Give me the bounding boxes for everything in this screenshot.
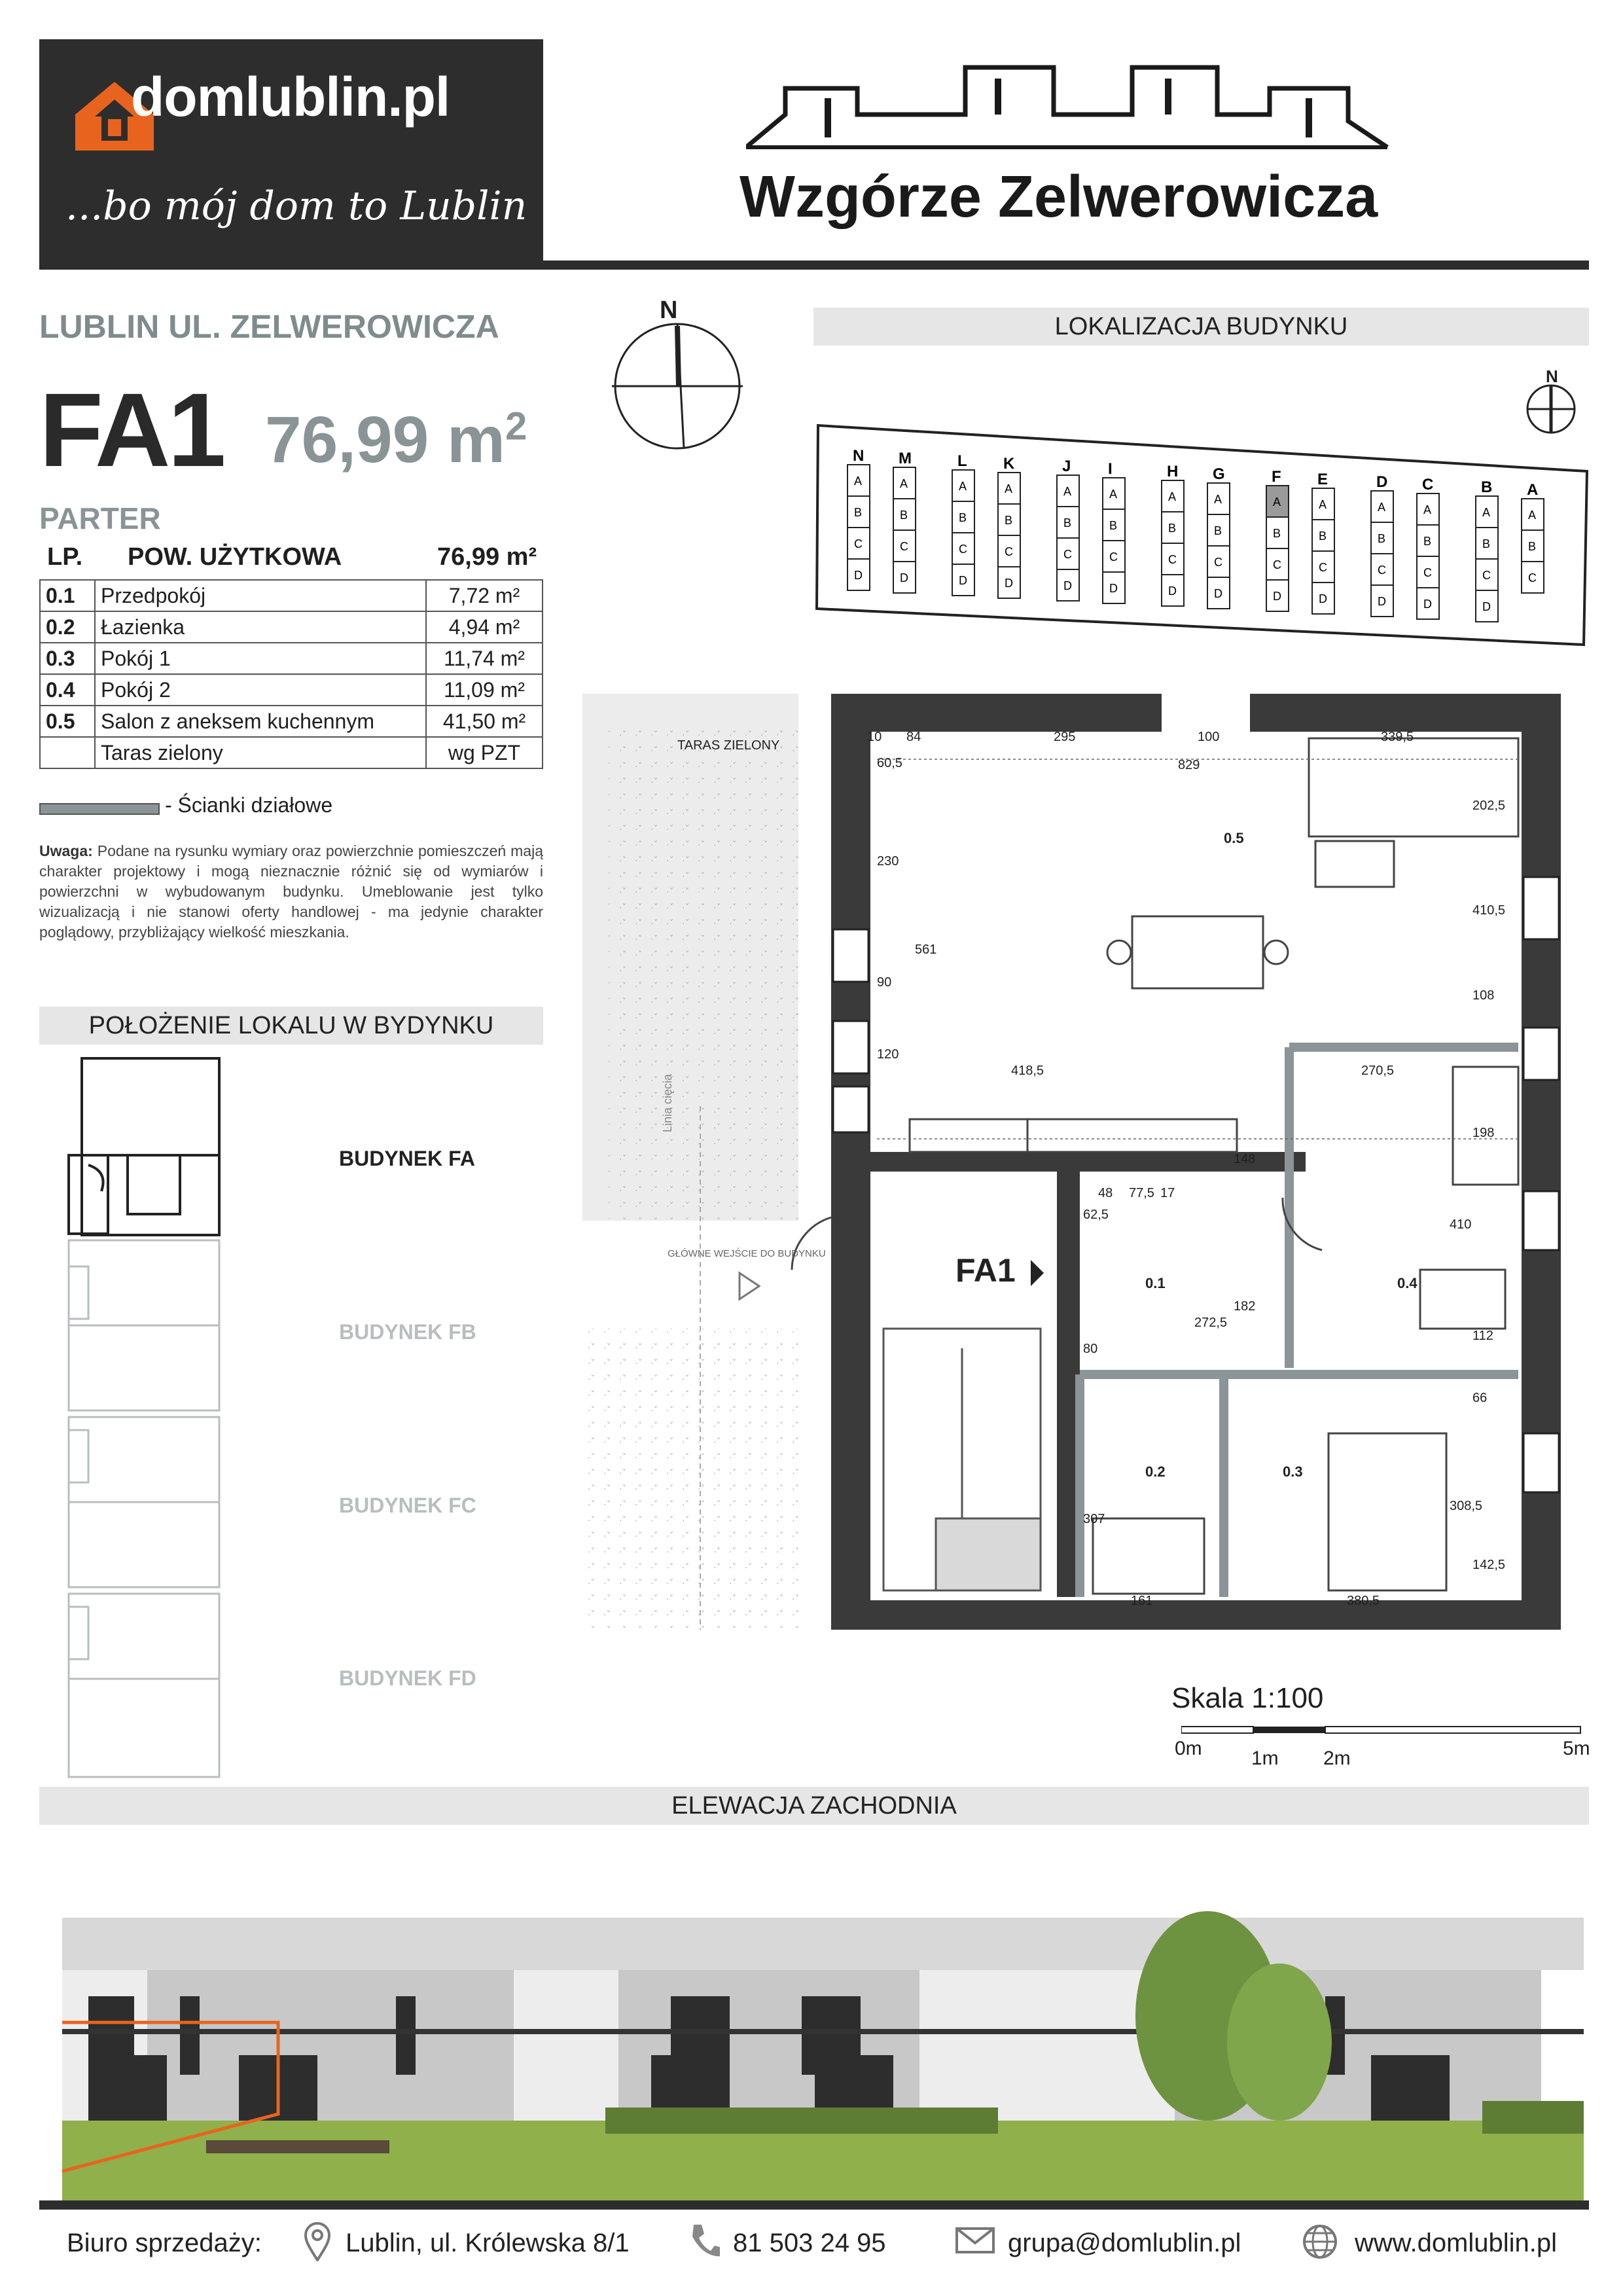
site-unit-letter: A [1423, 503, 1432, 516]
building-label-fd: BUDYNEK FD [339, 1666, 476, 1690]
site-unit-letter: A [1063, 485, 1072, 498]
cut-line-label: Linia cięcia [661, 1073, 674, 1132]
dim-label: 561 [915, 942, 937, 957]
room-name: Pokój 1 [95, 643, 426, 674]
site-unit-letter: A [1109, 488, 1118, 501]
entrance-label: GŁÓWNE WEJŚCIE DO BUDYNKU [668, 1248, 826, 1259]
dim-label: 198 [1472, 1126, 1495, 1140]
dim-label: 182 [1234, 1299, 1256, 1314]
site-unit-letter: A [1273, 495, 1281, 509]
room-label: 0.5 [1224, 830, 1244, 846]
compass-icon [612, 321, 743, 452]
site-building-letter: C [1422, 476, 1434, 493]
site-unit-letter: C [1378, 564, 1386, 577]
room-number: 0.5 [40, 706, 95, 737]
site-unit-letter: A [1378, 501, 1386, 514]
site-building-letter: N [853, 447, 865, 465]
dim-label: 202,5 [1472, 798, 1506, 813]
dim-label: 90 [877, 975, 892, 990]
sales-email[interactable]: grupa@domlublin.pl [1008, 2229, 1241, 2257]
website-link[interactable]: www.domlublin.pl [1355, 2229, 1558, 2257]
site-unit-letter: C [1482, 569, 1491, 582]
room-label: 0.1 [1145, 1275, 1166, 1291]
dim-label: 60,5 [877, 756, 902, 770]
room-area: 7,72 m² [426, 580, 543, 611]
site-unit-letter: D [1168, 584, 1177, 598]
location-address: LUBLIN UL. ZELWEROWICZA [39, 308, 499, 345]
unit-position-heading: POŁOŻENIE LOKALU W BYDYNKU [39, 1007, 543, 1045]
rooms-table [39, 579, 543, 769]
sales-office-address: Lublin, ul. Królewska 8/1 [346, 2229, 630, 2257]
scale-tick: 1m [1251, 1748, 1279, 1769]
disclaimer-note: Uwaga: Podane na rysunku wymiary oraz powierzchnie pomieszczeń mają charakter projektowy i mogą nieznacznie różnić się od wymiarów i powierzchni w wybudowanym budynku. Umeblowanie jest tylko wizualizacją i nie stanowi oferty handlowej - ma jedynie charakter poglądowy, przybliżający wielkość mieszkania. [39, 842, 544, 941]
site-building-letter: M [899, 450, 912, 467]
building-label-fb: BUDYNEK FB [339, 1320, 476, 1344]
site-unit-letter: B [1063, 516, 1072, 529]
site-unit-letter: D [1214, 587, 1222, 600]
estate-skyline-logo [746, 62, 1394, 154]
dim-label: 829 [1178, 758, 1200, 772]
unit-plan-label: FA1 [955, 1252, 1016, 1289]
room-number: 0.2 [40, 611, 95, 643]
table-row [40, 674, 543, 706]
site-unit-letter: C [1063, 548, 1072, 561]
dim-label: 120 [877, 1047, 899, 1062]
dim-label: 410 [1450, 1217, 1472, 1232]
site-unit-letter: B [1482, 537, 1491, 550]
unit-area: 76,99 $m^2$ [265, 403, 527, 476]
dim-label: 17 [1160, 1186, 1175, 1200]
room-label: 0.4 [1397, 1275, 1418, 1291]
dim-label: 308,5 [1450, 1499, 1483, 1513]
dim-label: 48 [1098, 1186, 1113, 1200]
site-unit-letter: A [1482, 506, 1491, 519]
table-header-lp: LP. [47, 543, 83, 571]
table-header-total: 76,99 m² [437, 543, 537, 571]
dim-label: 307 [1083, 1512, 1105, 1526]
site-unit-letter: D [1423, 598, 1432, 611]
map-north-label: N [1546, 367, 1558, 386]
footer-divider [39, 2200, 1589, 2210]
site-unit-letter: B [1005, 514, 1013, 527]
dim-label: 295 [1054, 730, 1076, 744]
partition-wall-swatch [39, 803, 160, 815]
table-row [40, 706, 543, 737]
building-label-fa: BUDYNEK FA [339, 1147, 476, 1170]
dim-label: 62,5 [1083, 1208, 1109, 1222]
room-area: 4,94 m² [426, 611, 543, 643]
site-unit-letter: D [854, 569, 863, 582]
site-unit-letter: D [959, 574, 967, 587]
room-label: 0.3 [1283, 1463, 1303, 1480]
table-row [40, 643, 543, 674]
room-number: 0.3 [40, 643, 95, 674]
dim-label: 108 [1472, 988, 1495, 1003]
site-unit-letter: A [1319, 498, 1327, 511]
site-unit-letter: C [1273, 558, 1281, 571]
site-building-letter: F [1272, 468, 1281, 486]
site-unit-letter: B [1168, 522, 1177, 535]
dim-label: 272,5 [1194, 1316, 1228, 1330]
dim-label: 339,5 [1381, 730, 1414, 744]
site-unit-letter: C [900, 540, 908, 553]
room-name: Pokój 2 [95, 674, 426, 706]
room-name: Przedpokój [95, 580, 426, 611]
dim-label: 84 [906, 730, 921, 744]
west-elevation-heading: ELEWACJA ZACHODNIA [39, 1787, 1589, 1825]
site-unit-letter: B [959, 511, 967, 524]
site-unit-letter: A [1168, 490, 1177, 503]
site-unit-letter: B [1423, 535, 1432, 548]
table-header-name: POW. UŻYTKOWA [128, 543, 342, 571]
site-unit-letter: B [1378, 532, 1386, 545]
dim-label: 410,5 [1472, 903, 1506, 918]
building-location-heading: LOKALIZACJA BUDYNKU [813, 308, 1589, 346]
room-name: Łazienka [95, 611, 426, 643]
site-unit-letter: B [1214, 524, 1222, 537]
dim-label: 161 [1131, 1594, 1153, 1608]
sales-office-label: Biuro sprzedaży: [67, 2229, 262, 2257]
scale-tick: 0m [1175, 1738, 1202, 1759]
location-pin-icon [304, 2222, 330, 2261]
building-stack-diagram [62, 1050, 232, 1790]
table-row [40, 611, 543, 643]
room-label: 0.2 [1145, 1463, 1166, 1480]
room-name: Salon z aneksem kuchennym [95, 706, 426, 737]
dim-label: 77,5 [1129, 1186, 1154, 1200]
dim-label: 148 [1234, 1152, 1256, 1166]
site-building-letter: H [1167, 463, 1179, 480]
room-area: 11,74 m² [426, 643, 543, 674]
site-unit-letter: B [1319, 529, 1327, 543]
site-building-letter: J [1062, 457, 1071, 475]
site-unit-letter: D [1319, 592, 1327, 605]
site-building-letter: I [1108, 460, 1113, 478]
terrace-label: TARAS ZIELONY [677, 738, 780, 753]
dim-label: 230 [877, 854, 899, 869]
dim-label: 380,5 [1347, 1594, 1380, 1608]
site-unit-letter: C [854, 537, 863, 550]
scale-bar [1181, 1725, 1587, 1738]
site-building-letter: L [957, 452, 967, 470]
site-unit-letter: C [1423, 566, 1432, 579]
site-unit-letter: B [900, 509, 908, 522]
table-row [40, 737, 543, 768]
site-unit-letter: C [1005, 545, 1013, 558]
room-area: 41,50 m² [426, 706, 543, 737]
site-unit-letter: A [900, 477, 908, 490]
table-row [40, 580, 543, 611]
site-unit-letter: C [1109, 550, 1118, 564]
site-unit-letter: D [1109, 582, 1118, 595]
dim-label: 270,5 [1361, 1064, 1395, 1078]
room-area: wg PZT [426, 737, 543, 768]
site-unit-letter: B [1273, 527, 1281, 540]
dim-label: 10 [867, 730, 882, 744]
site-unit-letter: A [1528, 509, 1537, 522]
globe-icon [1302, 2224, 1338, 2260]
site-unit-letter: D [900, 571, 908, 584]
unit-code: FA1 [39, 371, 224, 488]
dim-label: 80 [1083, 1342, 1098, 1356]
floor-plan [569, 681, 1590, 1643]
site-building-letter: K [1003, 455, 1015, 473]
dim-label: 100 [1198, 730, 1220, 744]
site-unit-letter: A [959, 480, 967, 493]
partition-wall-legend: - Ścianki działowe [165, 793, 333, 817]
site-unit-letter: C [1214, 556, 1222, 569]
site-unit-letter: D [1378, 595, 1386, 608]
phone-icon [687, 2222, 720, 2258]
site-unit-letter: A [854, 475, 863, 488]
site-building-letter: B [1481, 478, 1493, 496]
dim-label: 418,5 [1011, 1064, 1044, 1078]
scale-label: Skala 1:100 [1171, 1682, 1324, 1714]
email-icon [955, 2227, 995, 2253]
site-building-letter: D [1376, 473, 1388, 491]
site-building-letter: G [1213, 465, 1225, 483]
site-unit-letter: C [1168, 553, 1177, 566]
site-unit-letter: D [1005, 577, 1013, 590]
compass-north-label: N [660, 296, 678, 324]
room-name: Taras zielony [95, 737, 426, 768]
unit-level: PARTER [39, 501, 161, 535]
site-unit-letter: A [1005, 482, 1013, 495]
room-number [40, 737, 95, 768]
site-unit-letter: D [1273, 590, 1281, 603]
site-map [812, 419, 1597, 655]
estate-title: Wzgórze Zelwerowicza [740, 164, 1378, 230]
building-label-fc: BUDYNEK FC [339, 1494, 476, 1517]
west-elevation-rendering [62, 1898, 1584, 2202]
site-building-letter: E [1317, 471, 1329, 488]
site-unit-letter: C [1319, 561, 1327, 574]
site-unit-letter: C [959, 543, 967, 556]
room-area: 11,09 m² [426, 674, 543, 706]
site-unit-letter: B [1109, 519, 1118, 532]
site-unit-letter: A [1214, 493, 1222, 506]
scale-tick: 2m [1323, 1748, 1351, 1769]
site-unit-letter: B [854, 506, 863, 519]
site-unit-letter: D [1482, 600, 1491, 613]
brand-tagline: ...bo mój dom to Lublin [65, 183, 527, 229]
brand-name: domlublin.pl [131, 66, 450, 128]
site-building-letter: A [1527, 481, 1539, 499]
dim-label: 66 [1472, 1391, 1488, 1405]
sales-phone[interactable]: 81 503 24 95 [733, 2229, 886, 2257]
site-unit-letter: B [1528, 540, 1537, 553]
site-unit-letter: C [1528, 571, 1537, 584]
site-unit-letter: D [1063, 579, 1072, 592]
header-divider [39, 260, 1589, 270]
room-number: 0.1 [40, 580, 95, 611]
room-number: 0.4 [40, 674, 95, 706]
dim-label: 142,5 [1472, 1558, 1506, 1572]
scale-tick: 5m [1563, 1738, 1590, 1759]
dim-label: 112 [1472, 1329, 1493, 1343]
